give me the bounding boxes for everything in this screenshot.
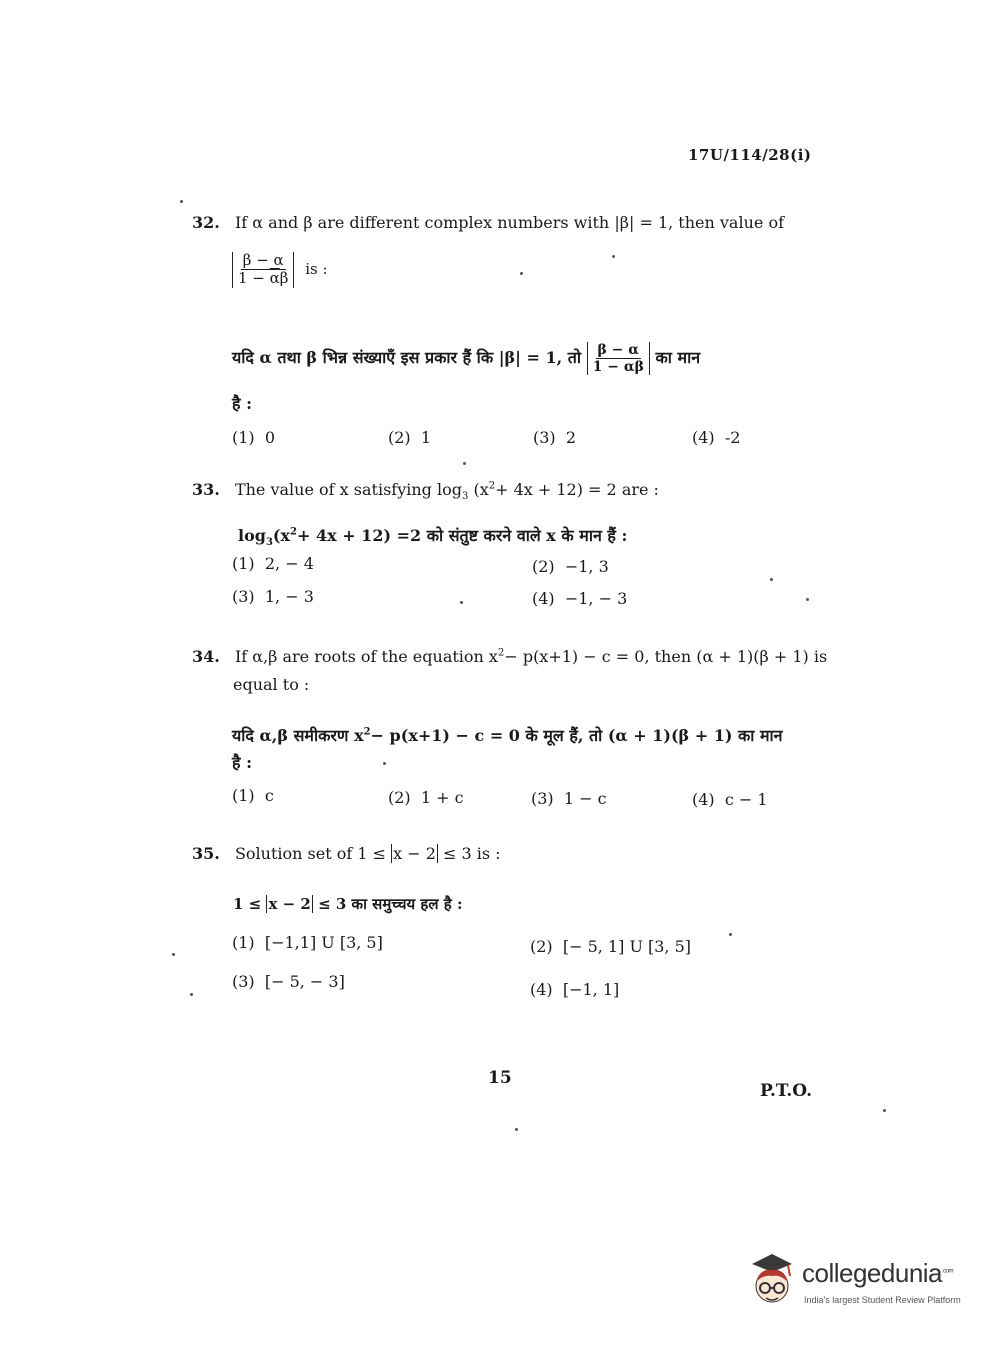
question-35 [192, 844, 501, 863]
scan-speck [612, 255, 615, 258]
question-text-en: The value of x satisfying log [234, 480, 462, 499]
hindi-text: 1 ≤ [233, 895, 262, 913]
hindi-text: यदि α तथा β भिन्न संख्याएँ इस प्रकार हैं कि |β| = 1, तो [232, 348, 582, 368]
question-is: is : [305, 259, 328, 278]
option-4 [692, 790, 768, 809]
option-label: (4) [692, 428, 715, 447]
log-argument: (x [473, 480, 489, 499]
exponent-hi: 2 [363, 726, 371, 738]
fraction-numerator: β − α [242, 251, 284, 269]
option-value: 1 + c [420, 788, 464, 807]
option-value: −1, 3 [564, 557, 609, 576]
hindi-text: यदि α,β समीकरण x [232, 726, 364, 745]
scan-speck [729, 933, 732, 936]
option-3 [232, 587, 314, 606]
scan-speck [383, 762, 386, 765]
option-value: [−1, 1] [562, 980, 620, 999]
abs-fraction-hi [587, 342, 650, 375]
question-text-hi [233, 894, 462, 914]
scan-speck [463, 462, 466, 465]
scan-speck [180, 200, 183, 203]
question-text-line2: equal to : [233, 675, 310, 694]
log-base: 3 [461, 491, 469, 503]
question-34 [192, 647, 827, 666]
option-3 [232, 972, 345, 991]
question-number: 33. [192, 480, 220, 499]
option-label: (4) [532, 589, 555, 608]
denominator-part-hi: 1 − [592, 359, 624, 376]
scan-speck [515, 1128, 518, 1131]
option-label: (4) [692, 790, 715, 809]
fraction-denominator-hi [591, 359, 646, 375]
question-text-hi [238, 524, 627, 548]
question-condition: |β| = 1, [614, 213, 674, 232]
option-label: (3) [232, 972, 255, 991]
option-value: 1, − 3 [264, 587, 314, 606]
question-text-en: If α and β are different complex numbers with [234, 213, 610, 232]
question-text-rest: − p(x+1) − c = 0, then (α + 1)(β + 1) is [504, 647, 828, 666]
option-label: (1) [232, 933, 255, 952]
exponent: 2 [488, 480, 496, 492]
question-text-en: If α,β are roots of the equation x [234, 647, 498, 666]
absolute-value: x − 2 [393, 844, 436, 863]
scan-speck [883, 1109, 886, 1112]
expression-fraction [232, 252, 328, 288]
option-4 [532, 589, 627, 608]
log-base-hi: 3 [265, 537, 273, 549]
option-value: c − 1 [724, 790, 768, 809]
option-2 [388, 788, 464, 807]
fraction-denominator [236, 270, 290, 287]
option-2 [532, 557, 609, 576]
scan-speck [770, 578, 773, 581]
logo-name: collegedunia [802, 1258, 943, 1288]
question-32 [192, 213, 784, 232]
option-value: c [264, 786, 274, 805]
pto-label: P.T.O. [760, 1081, 812, 1101]
scan-speck [806, 598, 809, 601]
option-value: [−1,1] U [3, 5] [264, 933, 383, 952]
logo-wordmark [802, 1258, 953, 1289]
exponent-hi: 2 [290, 526, 297, 538]
hindi-line-end: है : [232, 394, 252, 413]
option-value: 2, − 4 [264, 554, 314, 573]
question-text-en-end: then value of [678, 213, 784, 232]
scan-speck [172, 953, 175, 956]
question-text-rest: + 4x + 12) = 2 are : [495, 480, 659, 499]
option-1 [232, 428, 275, 447]
option-label: (3) [531, 789, 554, 808]
logo-domain: .com [942, 1268, 954, 1275]
option-1 [232, 554, 314, 573]
scan-speck [460, 601, 463, 604]
hindi-text-rest: + 4x + 12) =2 को संतुष्ट करने वाले x के मान हैं : [296, 526, 628, 545]
log-argument-hi: (x [272, 526, 291, 545]
option-label: (4) [530, 980, 553, 999]
option-3 [531, 789, 607, 808]
logo-tagline: India's largest Student Review Platform [804, 1295, 961, 1305]
scan-speck [520, 272, 523, 275]
option-value: 2 [565, 428, 577, 447]
option-label: (1) [232, 428, 255, 447]
question-number: 32. [192, 213, 220, 232]
abs-fraction [232, 252, 294, 288]
option-label: (2) [530, 937, 553, 956]
conjugate-alpha-hi: $\overline{\alpha}$ [623, 359, 635, 376]
question-33 [192, 480, 659, 502]
log-text: log [238, 526, 266, 545]
option-value: -2 [724, 428, 741, 447]
option-2 [388, 428, 431, 447]
option-label: (2) [532, 557, 555, 576]
question-text-en: Solution set of 1 ≤ [234, 844, 387, 863]
option-value: −1, − 3 [564, 589, 628, 608]
mascot-icon [742, 1252, 800, 1312]
option-value: [− 5, − 3] [264, 972, 345, 991]
scan-speck [190, 993, 193, 996]
option-3 [533, 428, 576, 447]
exponent: 2 [497, 647, 505, 659]
option-2 [530, 937, 691, 956]
option-value: 1 [420, 428, 432, 447]
option-label: (3) [232, 587, 255, 606]
option-label: (2) [388, 788, 411, 807]
hindi-line-end: है : [232, 753, 252, 772]
hindi-text-end: का मान [655, 348, 701, 368]
option-label: (3) [533, 428, 556, 447]
fraction-numerator-hi: β − α [597, 342, 640, 358]
conjugate-alpha: $\overline{\alpha}$ [269, 269, 280, 288]
option-1 [232, 786, 274, 805]
hindi-text-rest: ≤ 3 का समुच्चय हल है : [318, 895, 463, 913]
question-number: 35. [192, 844, 220, 863]
option-value: 1 − c [563, 789, 607, 808]
option-4 [692, 428, 740, 447]
option-value: [− 5, 1] U [3, 5] [562, 937, 692, 956]
option-4 [530, 980, 619, 999]
question-text-hi [232, 724, 783, 746]
option-label: (1) [232, 786, 255, 805]
denominator-beta: β [279, 269, 289, 288]
paper-code: 17U/114/28(i) [688, 146, 812, 164]
collegedunia-logo [742, 1252, 972, 1312]
option-1 [232, 933, 383, 952]
question-text-hi [232, 342, 700, 375]
denominator-beta-hi: β [634, 359, 644, 376]
option-value: 0 [264, 428, 276, 447]
absolute-value-hi: x − 2 [268, 895, 311, 913]
option-label: (1) [232, 554, 255, 573]
option-label: (2) [388, 428, 411, 447]
denominator-part: 1 − [238, 269, 270, 288]
question-number: 34. [192, 647, 220, 666]
page-number: 15 [488, 1068, 512, 1088]
hindi-text-rest: − p(x+1) − c = 0 के मूल हैं, तो (α + 1)(β + 1) का मान [370, 726, 783, 745]
question-text-rest: ≤ 3 is : [443, 844, 501, 863]
